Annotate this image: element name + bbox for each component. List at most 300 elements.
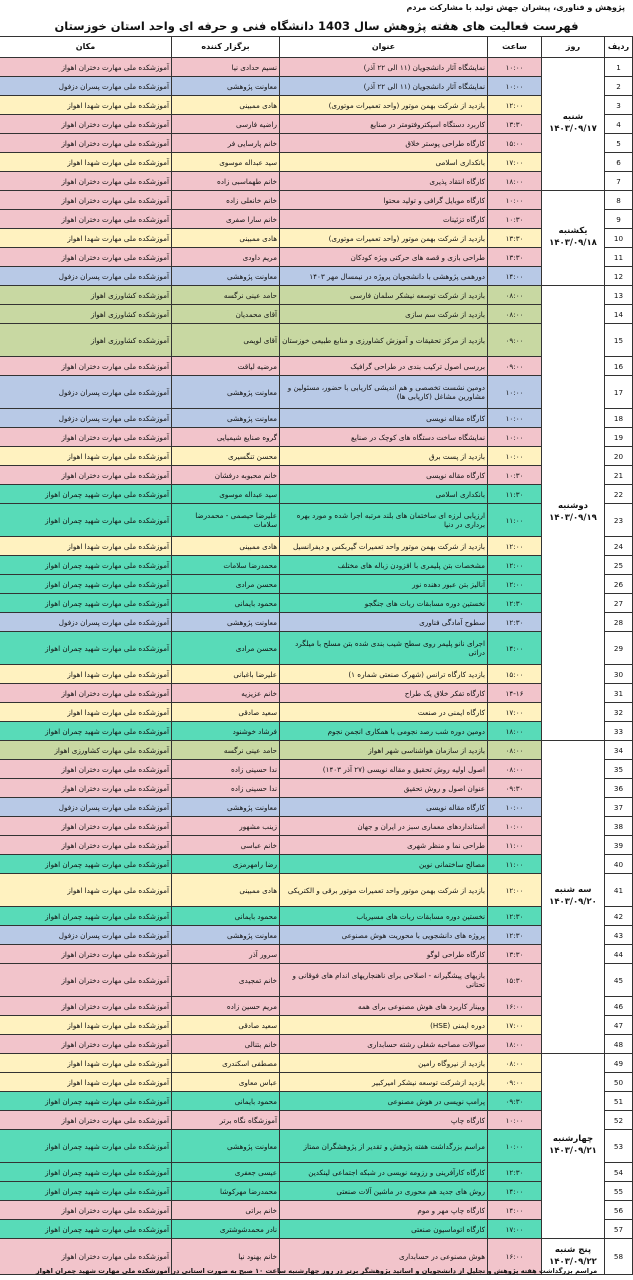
table-row xyxy=(0,907,633,926)
event-title: کاربرد دستگاه اسپکتروفتومتر در صنایع xyxy=(280,115,488,134)
event-title: کارگاه مقاله نویسی xyxy=(280,466,488,485)
event-location: آموزشکده ملی مهارت دختران اهواز xyxy=(0,684,172,703)
event-time: ۱۵:۰۰ xyxy=(488,665,542,684)
event-organizer: عباس معاوی xyxy=(172,1073,280,1092)
header-time: ساعت xyxy=(488,37,542,58)
table-row xyxy=(0,632,633,665)
table-row xyxy=(0,134,633,153)
event-location: آموزشکده ملی مهارت دختران اهواز xyxy=(0,1035,172,1054)
event-location: آموزشکده ملی مهارت دختران اهواز xyxy=(0,997,172,1016)
row-number: 8 xyxy=(605,191,633,210)
row-number: 52 xyxy=(605,1111,633,1130)
page-title: فهرست فعالیت های هفته پژوهش سال 1403 دانشگاه فنی و حرفه ای واحد استان خوزستان xyxy=(54,19,579,33)
event-organizer: علیرضا باغبانی xyxy=(172,665,280,684)
row-number: 1 xyxy=(605,58,633,77)
event-organizer: خانم بتنالی xyxy=(172,1035,280,1054)
day-name: دوشنبه xyxy=(557,501,589,512)
table-row xyxy=(0,115,633,134)
event-organizer: خانم بهنود نیا xyxy=(172,1239,280,1275)
event-location: آموزشکده ملی مهارت دختران اهواز xyxy=(0,1239,172,1275)
event-organizer: نادر محمدشوشتری xyxy=(172,1220,280,1239)
event-organizer: راضیه فارسی xyxy=(172,115,280,134)
event-location: آموزشکده ملی مهارت شهدا اهواز xyxy=(0,1073,172,1092)
event-title: دومین دوره شب رصد نجومی با همکاری انجمن نجوم xyxy=(280,722,488,741)
event-title: کارگاه طراحی لوگو xyxy=(280,945,488,964)
row-number: 47 xyxy=(605,1016,633,1035)
event-time: ۰۸:۰۰ xyxy=(488,286,542,305)
day-cell xyxy=(542,741,605,1054)
table-row xyxy=(0,926,633,945)
day-date: ۱۴۰۳/۰۹/۲۰ xyxy=(549,897,597,907)
row-number: 43 xyxy=(605,926,633,945)
event-time: ۱۶:۰۰ xyxy=(488,1239,542,1275)
event-time: ۱۰:۳۰ xyxy=(488,210,542,229)
event-location: آموزشکده ملی مهارت شهدا اهواز xyxy=(0,874,172,907)
event-time: ۰۸:۰۰ xyxy=(488,760,542,779)
event-organizer: گروه صنایع شیمیایی xyxy=(172,428,280,447)
table-row xyxy=(0,409,633,428)
event-organizer: خانم براتی xyxy=(172,1201,280,1220)
row-number: 55 xyxy=(605,1182,633,1201)
event-title: بازیهای پیشگیرانه - اصلاحی برای ناهنجاریهای اندام های فوقانی و تحتانی xyxy=(280,964,488,997)
schedule-table xyxy=(0,36,633,1275)
event-organizer: هادی ممبینی xyxy=(172,96,280,115)
event-title: کارگاه تزئینات xyxy=(280,210,488,229)
event-location: آموزشکده ملی مهارت دختران اهواز xyxy=(0,357,172,376)
row-number: 15 xyxy=(605,324,633,357)
table-row xyxy=(0,665,633,684)
event-location: آموزشکده ملی مهارت شهدا اهواز xyxy=(0,447,172,466)
event-location: آموزشکده ملی مهارت دختران اهواز xyxy=(0,466,172,485)
row-number: 11 xyxy=(605,248,633,267)
footer-note: مراسم بزرگداشت هفته پژوهش و تجلیل از دانشجویان و اساتید پژوهشگر برتر در روز چهارشنبه ساعت ۱۰ صبح به صورت استانی در آموزشکده ملی مهارت شهید چمران اهواز xyxy=(35,1267,598,1275)
row-number: 54 xyxy=(605,1163,633,1182)
event-title: دورهمی پژوهشی با دانشجویان پروژه در نیمسال مهر ۱۴۰۳ xyxy=(280,267,488,286)
event-time: ۰۸:۰۰ xyxy=(488,741,542,760)
event-time: ۱۴-۱۶ xyxy=(488,684,542,703)
table-row xyxy=(0,248,633,267)
table-header-row xyxy=(0,37,633,58)
event-organizer: سعید صادقی xyxy=(172,1016,280,1035)
row-number: 42 xyxy=(605,907,633,926)
table-row xyxy=(0,945,633,964)
row-number: 53 xyxy=(605,1130,633,1163)
event-organizer: محمود بایمانی xyxy=(172,1092,280,1111)
event-organizer: خانم طهماسبی زاده xyxy=(172,172,280,191)
event-time: ۱۲:۰۰ xyxy=(488,537,542,556)
event-title: نمایشگاه ساخت دستگاه های کوچک در صنایع xyxy=(280,428,488,447)
table-row xyxy=(0,1201,633,1220)
table-row xyxy=(0,447,633,466)
event-location: آموزشکده ملی مهارت دختران اهواز xyxy=(0,1111,172,1130)
event-time: ۱۲:۰۰ xyxy=(488,96,542,115)
event-time: ۱۸:۰۰ xyxy=(488,172,542,191)
table-row xyxy=(0,684,633,703)
event-location: آموزشکده ملی مهارت پسران دزفول xyxy=(0,77,172,96)
event-location: آموزشکده ملی مهارت دختران اهواز xyxy=(0,428,172,447)
day-date: ۱۴۰۳/۰۹/۱۹ xyxy=(549,513,597,523)
event-title: پروژه های دانشجویی با محوریت هوش مصنوعی xyxy=(280,926,488,945)
row-number: 27 xyxy=(605,594,633,613)
row-number: 48 xyxy=(605,1035,633,1054)
event-organizer: خانم عزیزیه xyxy=(172,684,280,703)
event-organizer: مریم حسین زاده xyxy=(172,997,280,1016)
event-title: دوره ایمنی (HSE) xyxy=(280,1016,488,1035)
table-row xyxy=(0,1054,633,1073)
table-row xyxy=(0,855,633,874)
table-row xyxy=(0,575,633,594)
event-location: آموزشکده ملی مهارت شهدا اهواز xyxy=(0,537,172,556)
table-row xyxy=(0,836,633,855)
event-organizer: ندا حسینی زاده xyxy=(172,760,280,779)
event-time: ۰۸:۰۰ xyxy=(488,305,542,324)
event-organizer: هادی ممبینی xyxy=(172,874,280,907)
event-organizer: معاونت پژوهشی xyxy=(172,409,280,428)
event-title: نمایشگاه آثار دانشجویان (۱۱ الی ۲۲ آذر) xyxy=(280,58,488,77)
event-time: ۱۰:۰۰ xyxy=(488,191,542,210)
event-time: ۱۴:۰۰ xyxy=(488,632,542,665)
event-title: مراسم بزرگداشت هفته پژوهش و تقدیر از پژوهشگران ممتاز xyxy=(280,1130,488,1163)
event-location: آموزشکده ملی مهارت دختران اهواز xyxy=(0,58,172,77)
event-title: مشخصات بتن پلیمری با افزودن زباله های مختلف xyxy=(280,556,488,575)
event-location: آموزشکده ملی مهارت شهید چمران اهواز xyxy=(0,1092,172,1111)
event-time: ۱۲:۳۰ xyxy=(488,926,542,945)
event-time: ۱۲:۰۰ xyxy=(488,874,542,907)
event-location: آموزشکده ملی مهارت شهید چمران اهواز xyxy=(0,575,172,594)
event-title: طراحی نما و منظر شهری xyxy=(280,836,488,855)
event-organizer: محمود بایمانی xyxy=(172,594,280,613)
day-name: چهارشنبه xyxy=(552,1134,594,1145)
table-row xyxy=(0,191,633,210)
day-date: ۱۴۰۳/۰۹/۱۸ xyxy=(549,238,597,248)
event-organizer: محمدرضا مهرکوشا xyxy=(172,1182,280,1201)
row-number: 9 xyxy=(605,210,633,229)
event-location: آموزشکده ملی مهارت شهید چمران اهواز xyxy=(0,1130,172,1163)
event-time: ۱۲:۰۰ xyxy=(488,556,542,575)
event-time: ۱۸:۰۰ xyxy=(488,722,542,741)
day-cell xyxy=(542,286,605,741)
table-row xyxy=(0,1163,633,1182)
header-organizer: برگزار کننده xyxy=(172,37,280,58)
row-number: 39 xyxy=(605,836,633,855)
event-time: ۰۸:۰۰ xyxy=(488,1054,542,1073)
event-time: ۱۰:۰۰ xyxy=(488,1130,542,1163)
event-title: کارگاه موبایل گرافی و تولید محتوا xyxy=(280,191,488,210)
event-location: آموزشکده ملی مهارت پسران دزفول xyxy=(0,267,172,286)
event-location: آموزشکده ملی مهارت شهدا اهواز xyxy=(0,1016,172,1035)
row-number: 32 xyxy=(605,703,633,722)
event-title: کارگاه طراحی پوستر خلاق xyxy=(280,134,488,153)
table-row xyxy=(0,1182,633,1201)
event-time: ۱۰:۰۰ xyxy=(488,409,542,428)
event-location: آموزشکده ملی مهارت دختران اهواز xyxy=(0,817,172,836)
row-number: 30 xyxy=(605,665,633,684)
row-number: 25 xyxy=(605,556,633,575)
event-time: ۰۹:۰۰ xyxy=(488,1073,542,1092)
row-number: 12 xyxy=(605,267,633,286)
event-organizer: محسن تنگسیری xyxy=(172,447,280,466)
event-location: آموزشکده ملی مهارت دختران اهواز xyxy=(0,836,172,855)
row-number: 23 xyxy=(605,504,633,537)
event-organizer: خانم محبوبه درفشان xyxy=(172,466,280,485)
day-name: شنبه xyxy=(562,112,584,123)
event-organizer: سعید صادقی xyxy=(172,703,280,722)
event-organizer: محمدرضا سلامات xyxy=(172,556,280,575)
row-number: 46 xyxy=(605,997,633,1016)
row-number: 22 xyxy=(605,485,633,504)
event-title: نخستین دوره مسابقات ربات های مسیریاب xyxy=(280,907,488,926)
event-time: ۱۲:۳۰ xyxy=(488,1163,542,1182)
row-number: 20 xyxy=(605,447,633,466)
table-row xyxy=(0,96,633,115)
row-number: 35 xyxy=(605,760,633,779)
event-title: بازدید از شرکت بهمن موتور واحد تعمیرات گیربکس و دیفرانسیل xyxy=(280,537,488,556)
row-number: 3 xyxy=(605,96,633,115)
header-title: عنوان xyxy=(280,37,488,58)
event-organizer: محمود بایمانی xyxy=(172,907,280,926)
event-organizer: سرور آذر xyxy=(172,945,280,964)
event-organizer: مریم داودی xyxy=(172,248,280,267)
event-organizer: معاونت پژوهشی xyxy=(172,798,280,817)
event-time: ۰۹:۰۰ xyxy=(488,357,542,376)
row-number: 4 xyxy=(605,115,633,134)
event-location: آموزشکده ملی مهارت دختران اهواز xyxy=(0,172,172,191)
event-time: ۱۰:۰۰ xyxy=(488,58,542,77)
event-organizer: معاونت پژوهشی xyxy=(172,376,280,409)
row-number: 38 xyxy=(605,817,633,836)
event-organizer: معاونت پژوهشی xyxy=(172,1130,280,1163)
event-time: ۱۲:۳۰ xyxy=(488,907,542,926)
row-number: 2 xyxy=(605,77,633,96)
event-title: مصالح ساختمانی نوین xyxy=(280,855,488,874)
event-organizer: معاونت پژوهشی xyxy=(172,613,280,632)
event-time: ۱۵:۰۰ xyxy=(488,134,542,153)
event-organizer: خانم سارا صفری xyxy=(172,210,280,229)
event-location: آموزشکده کشاورزی اهواز xyxy=(0,305,172,324)
row-number: 45 xyxy=(605,964,633,997)
event-location: آموزشکده ملی مهارت دختران اهواز xyxy=(0,248,172,267)
table-row xyxy=(0,305,633,324)
event-title: وبینار کاربرد های هوش مصنوعی برای همه xyxy=(280,997,488,1016)
table-row xyxy=(0,485,633,504)
event-organizer: سید عبداله موسوی xyxy=(172,153,280,172)
table-row xyxy=(0,229,633,248)
table-row xyxy=(0,324,633,357)
event-time: ۱۲:۰۰ xyxy=(488,575,542,594)
event-organizer: حامد عینی نرگسه xyxy=(172,741,280,760)
event-time: ۱۱:۰۰ xyxy=(488,855,542,874)
event-location: آموزشکده ملی مهارت شهید چمران اهواز xyxy=(0,722,172,741)
row-number: 44 xyxy=(605,945,633,964)
event-organizer: ندا حسینی زاده xyxy=(172,779,280,798)
event-location: آموزشکده ملی مهارت شهدا اهواز xyxy=(0,665,172,684)
row-number: 33 xyxy=(605,722,633,741)
event-location: آموزشکده ملی مهارت شهید چمران اهواز xyxy=(0,504,172,537)
event-location: آموزشکده ملی مهارت پسران دزفول xyxy=(0,926,172,945)
table-row xyxy=(0,1220,633,1239)
event-title: طراحی بازی و قصه های حرکتی ویژه کودکان xyxy=(280,248,488,267)
event-organizer: هادی ممبینی xyxy=(172,537,280,556)
row-number: 21 xyxy=(605,466,633,485)
event-title: کارگاه چاپ xyxy=(280,1111,488,1130)
event-time: ۱۱:۳۰ xyxy=(488,485,542,504)
table-row xyxy=(0,172,633,191)
row-number: 26 xyxy=(605,575,633,594)
event-time: ۱۰:۰۰ xyxy=(488,447,542,466)
event-location: آموزشکده ملی مهارت دختران اهواز xyxy=(0,191,172,210)
event-organizer: مرضیه لیاقت xyxy=(172,357,280,376)
row-number: 24 xyxy=(605,537,633,556)
table-row xyxy=(0,798,633,817)
table-row xyxy=(0,466,633,485)
event-title: سطوح آمادگی فناوری xyxy=(280,613,488,632)
day-cell xyxy=(542,191,605,286)
event-organizer: عیسی جعفری xyxy=(172,1163,280,1182)
event-location: آموزشکده ملی مهارت دختران اهواز xyxy=(0,779,172,798)
event-location: آموزشکده ملی مهارت شهدا اهواز xyxy=(0,96,172,115)
event-location: آموزشکده کشاورزی اهواز xyxy=(0,286,172,305)
event-organizer: آقای محمدیان xyxy=(172,305,280,324)
table-row xyxy=(0,556,633,575)
event-title: بازدید از پست برق xyxy=(280,447,488,466)
table-row xyxy=(0,428,633,447)
day-name: سه شنبه xyxy=(554,885,592,896)
event-time: ۱۳:۳۰ xyxy=(488,945,542,964)
event-title: اجرای نانو پلیمر روی سطح شیب بندی شده بتن مسلح با میلگرد دراتی xyxy=(280,632,488,665)
event-time: ۱۰:۰۰ xyxy=(488,817,542,836)
event-organizer: سید عبداله موسوی xyxy=(172,485,280,504)
event-title: کارگاه اتوماسیون صنعتی xyxy=(280,1220,488,1239)
table-row xyxy=(0,1035,633,1054)
event-time: ۱۷:۰۰ xyxy=(488,153,542,172)
event-title: کارگاه کارآفرینی و رزومه نویسی در شبکه اجتماعی لینکدین xyxy=(280,1163,488,1182)
event-time: ۱۷:۰۰ xyxy=(488,1220,542,1239)
event-location: آموزشکده ملی مهارت شهید چمران اهواز xyxy=(0,632,172,665)
table-row xyxy=(0,153,633,172)
event-organizer: نسیم حدادی نیا xyxy=(172,58,280,77)
event-title: اصول اولیه روش تحقیق و مقاله نویسی (۲۷ آذر ۱۴۰۳) xyxy=(280,760,488,779)
event-time: ۱۲:۳۰ xyxy=(488,594,542,613)
event-title: بازدید از شرکت توسعه نیشکر سلمان فارسی xyxy=(280,286,488,305)
event-time: ۱۱:۰۰ xyxy=(488,504,542,537)
day-name: پنج شنبه xyxy=(554,1244,592,1255)
row-number: 5 xyxy=(605,134,633,153)
table-row xyxy=(0,1111,633,1130)
slogan: پژوهش و فناوری، پیشران جهش تولید با مشارکت مردم xyxy=(406,3,625,12)
event-title: کارگاه مقاله نویسی xyxy=(280,409,488,428)
row-number: 19 xyxy=(605,428,633,447)
event-title: بانکداری اسلامی xyxy=(280,485,488,504)
event-organizer: رضا رامهرمزی xyxy=(172,855,280,874)
event-time: ۱۷:۰۰ xyxy=(488,1016,542,1035)
event-title: بازدید از شرکت بهمن موتور (واحد تعمیرات موتوری) xyxy=(280,96,488,115)
event-location: آموزشکده ملی مهارت کشاورزی اهواز xyxy=(0,741,172,760)
event-location: آموزشکده ملی مهارت پسران دزفول xyxy=(0,798,172,817)
event-location: آموزشکده ملی مهارت دختران اهواز xyxy=(0,115,172,134)
header-num: ردیف xyxy=(605,37,633,58)
table-row xyxy=(0,703,633,722)
event-time: ۰۹:۳۰ xyxy=(488,1092,542,1111)
schedule-body xyxy=(0,58,633,1275)
table-row xyxy=(0,613,633,632)
event-title: پرامپ نویسی در هوش مصنوعی xyxy=(280,1092,488,1111)
event-time: ۱۵:۳۰ xyxy=(488,964,542,997)
event-organizer: علیرضا حیصمی - محمدرضا سلامات xyxy=(172,504,280,537)
table-row xyxy=(0,286,633,305)
event-title: کارگاه ایمنی در صنعت xyxy=(280,703,488,722)
row-number: 36 xyxy=(605,779,633,798)
event-location: آموزشکده ملی مهارت شهدا اهواز xyxy=(0,153,172,172)
event-location: آموزشکده ملی مهارت شهدا اهواز xyxy=(0,1054,172,1073)
event-title: سوالات مصاحبه شغلی رشته حسابداری xyxy=(280,1035,488,1054)
table-row xyxy=(0,997,633,1016)
row-number: 28 xyxy=(605,613,633,632)
event-location: آموزشکده ملی مهارت دختران اهواز xyxy=(0,210,172,229)
header-day: روز xyxy=(542,37,605,58)
event-time: ۱۱:۰۰ xyxy=(488,836,542,855)
event-title: بازدید ازشرکت توسعه نیشکر امیرکبیر xyxy=(280,1073,488,1092)
event-title: نخستین دوره مسابقات ربات های جنگجو xyxy=(280,594,488,613)
event-time: ۰۹:۳۰ xyxy=(488,779,542,798)
event-title: بازدید از سازمان هواشناسی شهر اهواز xyxy=(280,741,488,760)
event-organizer: معاونت پژوهشی xyxy=(172,267,280,286)
day-cell xyxy=(542,1054,605,1239)
event-organizer: خانم عباسی xyxy=(172,836,280,855)
event-title: نمایشگاه آثار دانشجویان (۱۱ الی ۲۲ آذر) xyxy=(280,77,488,96)
event-organizer: زینب مشهور xyxy=(172,817,280,836)
event-title: دومین نشست تخصصی و هم اندیشی کاریابی با حضور، مسئولین و مشاورین مشاغل (کاریابی ها) xyxy=(280,376,488,409)
event-title: روش های جدید هم محوری در ماشین آلات صنعتی xyxy=(280,1182,488,1201)
event-organizer: محسن مرادی xyxy=(172,575,280,594)
event-location: آموزشکده ملی مهارت شهید چمران اهواز xyxy=(0,855,172,874)
row-number: 56 xyxy=(605,1201,633,1220)
table-row xyxy=(0,58,633,77)
event-time: ۱۷:۰۰ xyxy=(488,703,542,722)
table-row xyxy=(0,1092,633,1111)
event-title: بازدید از شرکت سم سازی xyxy=(280,305,488,324)
event-time: ۱۴:۰۰ xyxy=(488,267,542,286)
row-number: 57 xyxy=(605,1220,633,1239)
table-row xyxy=(0,779,633,798)
event-title: عنوان اصول و روش تحقیق xyxy=(280,779,488,798)
row-number: 29 xyxy=(605,632,633,665)
event-location: آموزشکده ملی مهارت شهدا اهواز xyxy=(0,703,172,722)
row-number: 50 xyxy=(605,1073,633,1092)
event-location: آموزشکده ملی مهارت دختران اهواز xyxy=(0,1201,172,1220)
row-number: 31 xyxy=(605,684,633,703)
event-time: ۱۴:۰۰ xyxy=(488,1201,542,1220)
event-location: آموزشکده ملی مهارت دختران اهواز xyxy=(0,964,172,997)
event-organizer: معاونت پژوهشی xyxy=(172,77,280,96)
event-location: آموزشکده ملی مهارت شهید چمران اهواز xyxy=(0,1220,172,1239)
row-number: 7 xyxy=(605,172,633,191)
event-time: ۱۳:۳۰ xyxy=(488,248,542,267)
row-number: 51 xyxy=(605,1092,633,1111)
row-number: 34 xyxy=(605,741,633,760)
event-time: ۱۴:۰۰ xyxy=(488,1182,542,1201)
row-number: 41 xyxy=(605,874,633,907)
row-number: 13 xyxy=(605,286,633,305)
table-row xyxy=(0,594,633,613)
event-time: ۱۳:۳۰ xyxy=(488,229,542,248)
table-row xyxy=(0,964,633,997)
event-time: ۱۰:۰۰ xyxy=(488,1111,542,1130)
day-date: ۱۴۰۳/۰۹/۲۱ xyxy=(549,1146,597,1156)
event-title: بانکداری اسلامی xyxy=(280,153,488,172)
row-number: 58 xyxy=(605,1239,633,1275)
event-title: کارگاه چاپ مهر و موم xyxy=(280,1201,488,1220)
event-organizer: معاونت پژوهشی xyxy=(172,926,280,945)
